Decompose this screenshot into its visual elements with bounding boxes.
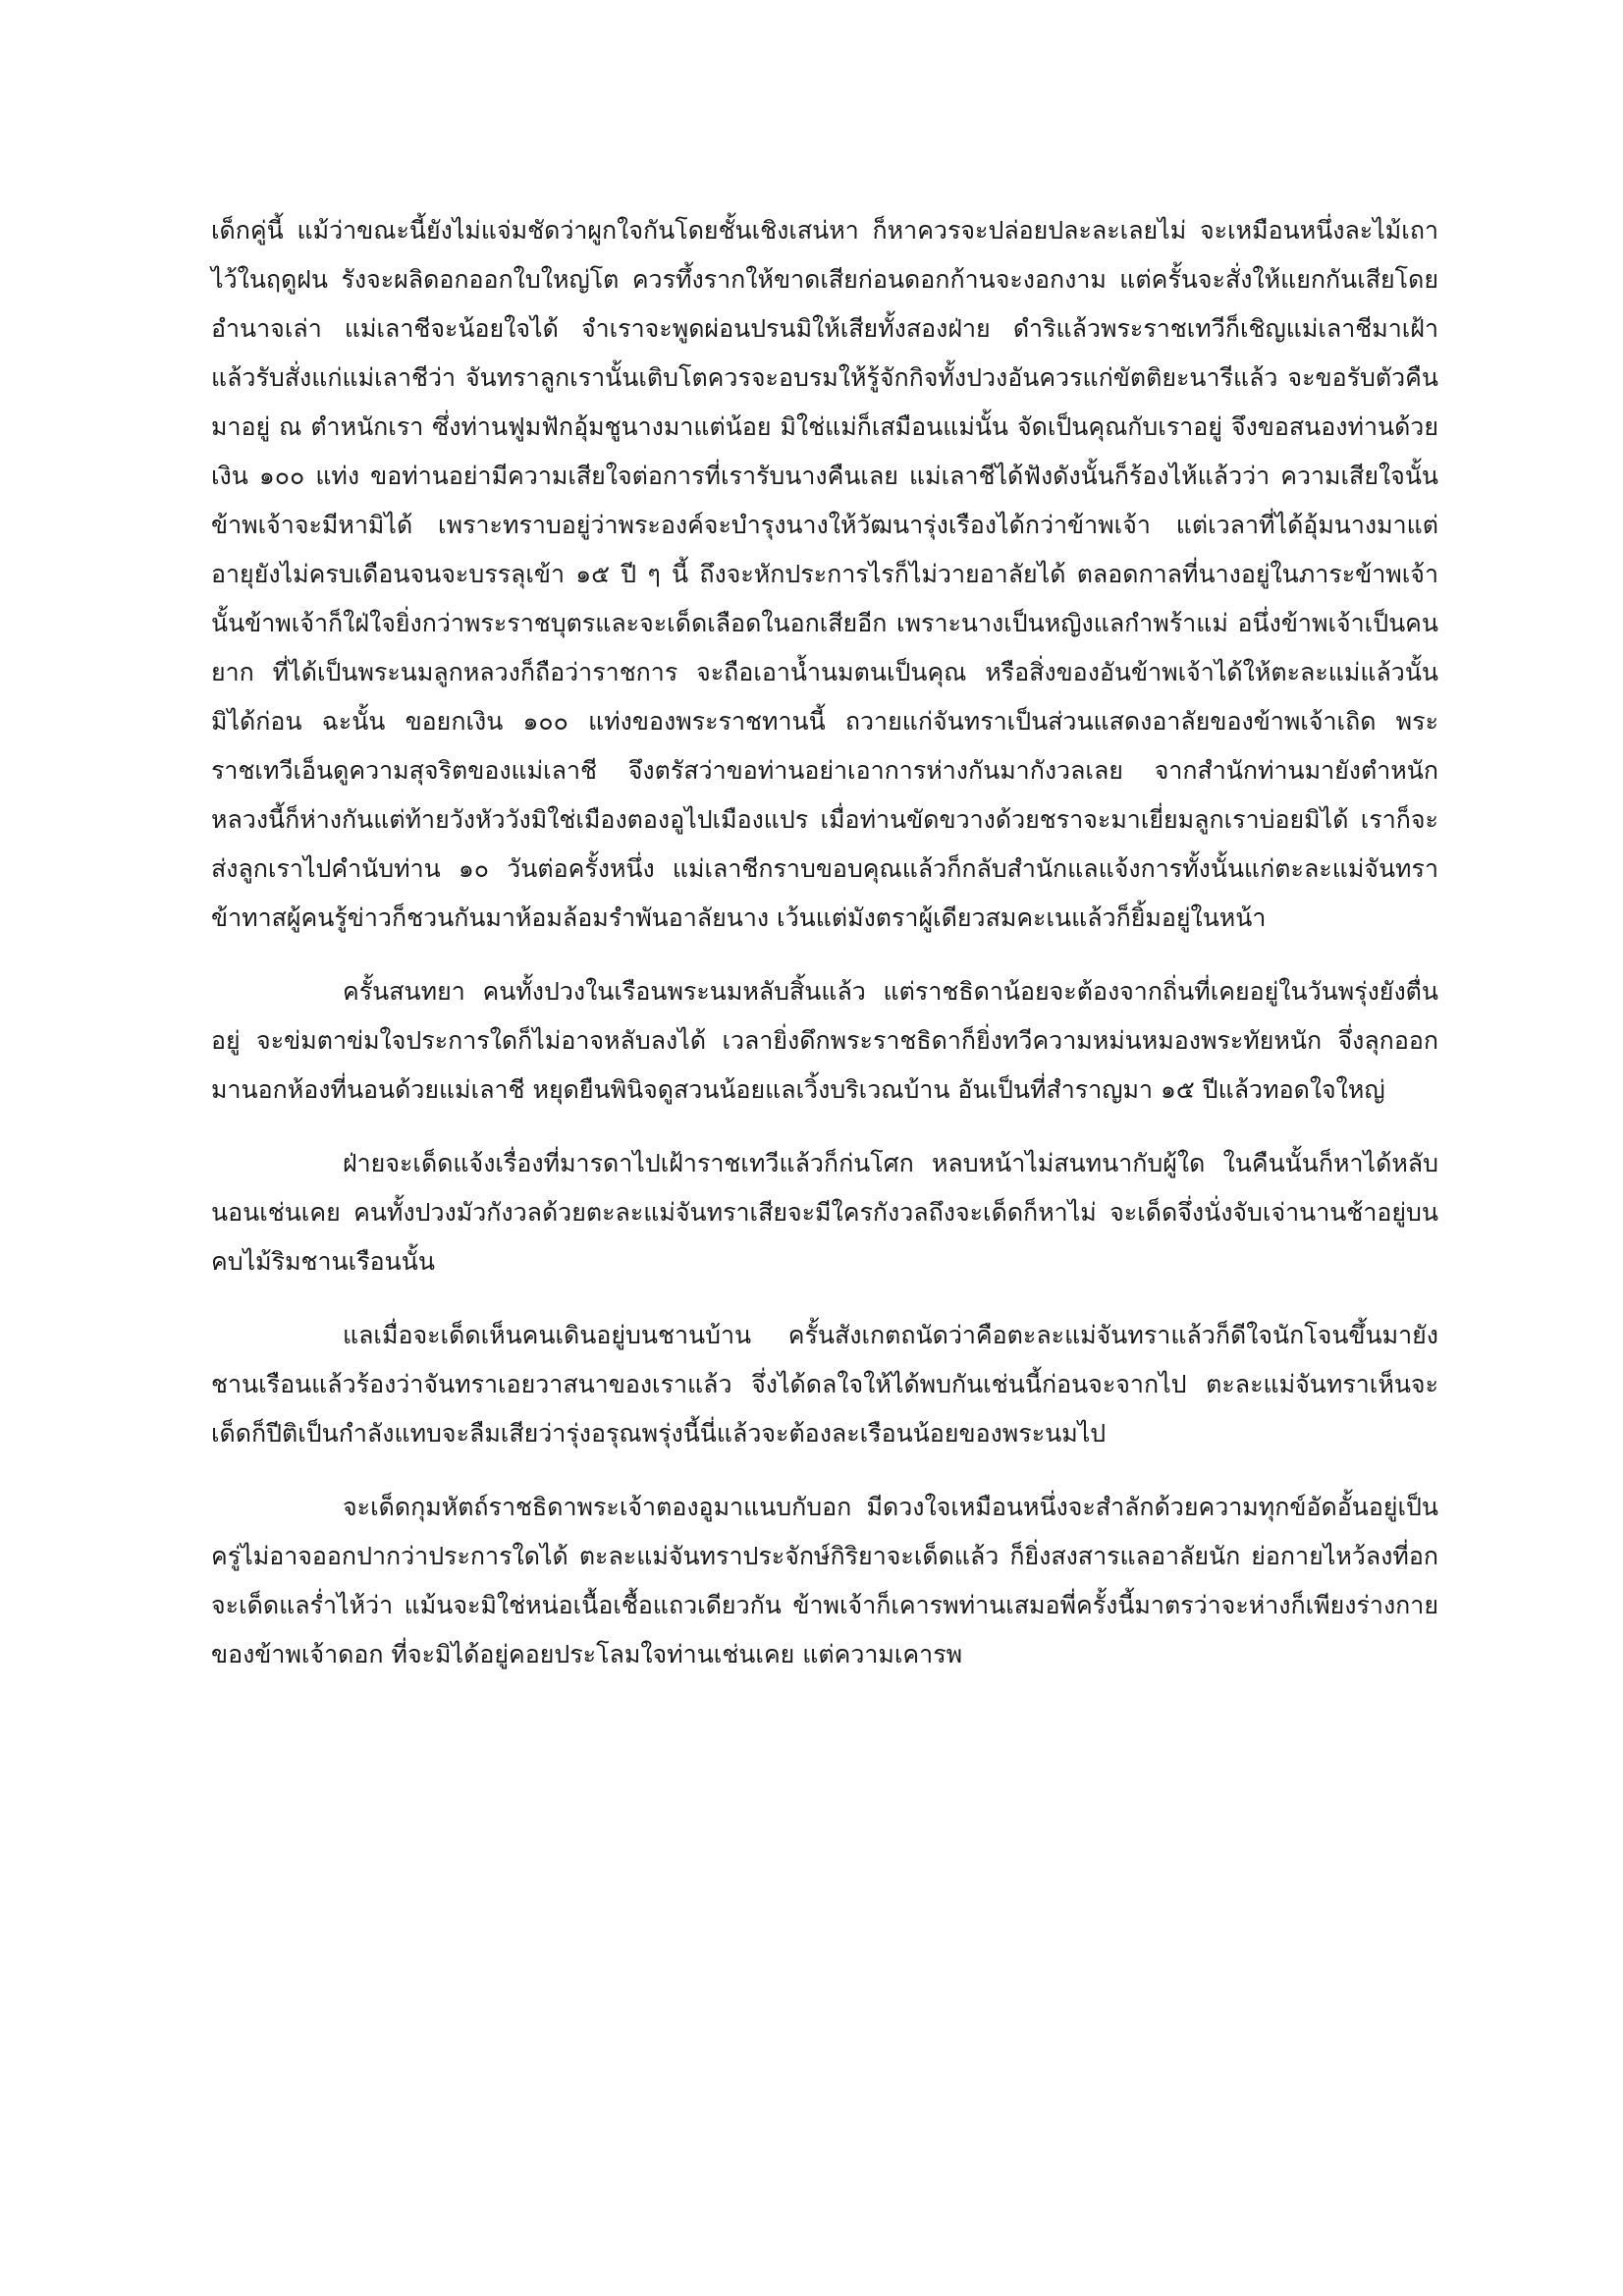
paragraph-5: จะเด็ดกุมหัตถ์ราชธิดาพระเจ้าตองอูมาแนบกับอก มีดวงใจเหมือนหนึ่งจะสำลักด้วยความทุกข์อัดอั้นอยู่เป็นครู่ไม่อาจออกปากว่าประการใดได้ ตะละแม่จันทราประจักษ์กิริยาจะเด็ดแล้ว ก็ยิ่งสงสารแลอาลัยนัก ย่อกายไหว้ลงที่อกจะเด็ดแลร่ำไห้ว่า แม้นจะมิใช่หน่อเนื้อเชื้อแถวเดียวกัน ข้าพเจ้าก็เคารพท่านเสมอพี่ครั้งนี้มาตรว่าจะห่างก็เพียงร่างกายของข้าพเจ้าดอก ที่จะมิได้อยู่คอยประโลมใจท่านเช่นเคย แต่ความเคารพ xyxy=(211,1493,1438,1668)
paragraph-4: แลเมื่อจะเด็ดเห็นคนเดินอยู่บนชานบ้าน ครั้นสังเกตถนัดว่าคือตะละแม่จันทราแล้วก็ดีใจนักโจนขึ้นมายังชานเรือนแล้วร้องว่าจันทราเอยวาสนาของเราแล้ว จึ่งได้ดลใจให้ได้พบกันเช่นนี้ก่อนจะจากไป ตะละแม่จันทราเห็นจะเด็ดก็ปีติเป็นกำลังแทบจะลืมเสียว่ารุ่งอรุณพรุ่งนี้นี่แล้วจะต้องละเรือนน้อยของพระนมไป xyxy=(211,1321,1438,1448)
document-body xyxy=(211,206,1438,1679)
paragraph-2: ครั้นสนทยา คนทั้งปวงในเรือนพระนมหลับสิ้นแล้ว แต่ราชธิดาน้อยจะต้องจากถิ่นที่เคยอยู่ในวันพรุ่งยังตื่นอยู่ จะข่มตาข่มใจประการใดก็ไม่อาจหลับลงได้ เวลายิ่งดึกพระราชธิดาก็ยิ่งทวีความหม่นหมองพระทัยหนัก จึ่งลุกออกมานอกห้องที่นอนด้วยแม่เลาชี หยุดยืนพินิจดูสวนน้อยแลเวิ้งบริเวณบ้าน อันเป็นที่สำราญมา ๑๕ ปีแล้วทอดใจใหญ่ xyxy=(211,977,1438,1104)
paragraph-1: เด็กคู่นี้ แม้ว่าขณะนี้ยังไม่แจ่มชัดว่าผูกใจกันโดยชั้นเชิงเสน่หา ก็หาควรจะปล่อยปละละเลยไม่ จะเหมือนหนึ่งละไม้เถาไว้ในฤดูฝน รังจะผลิดอกออกใบใหญ่โต ควรทึ้งรากให้ขาดเสียก่อนดอกก้านจะงอกงาม แต่ครั้นจะสั่งให้แยกกันเสียโดยอำนาจเล่า แม่เลาชีจะน้อยใจได้ จำเราจะพูดผ่อนปรนมิให้เสียทั้งสองฝ่าย ดำริแล้วพระราชเทวีก็เชิญแม่เลาชีมาเฝ้า แล้วรับสั่งแก่แม่เลาชีว่า จันทราลูกเรานั้นเติบโตควรจะอบรมให้รู้จักกิจทั้งปวงอันควรแก่ขัตติยะนารีแล้ว จะขอรับตัวคืนมาอยู่ ณ ตำหนักเรา ซึ่งท่านฟูมฟักอุ้มชูนางมาแต่น้อย มิใช่แม่ก็เสมือนแม่นั้น จัดเป็นคุณกับเราอยู่ จึงขอสนองท่านด้วยเงิน ๑๐๐ แท่ง ขอท่านอย่ามีความเสียใจต่อการที่เรารับนางคืนเลย แม่เลาชีได้ฟังดังนั้นก็ร้องไห้แล้วว่า ความเสียใจนั้นข้าพเจ้าจะมีหามิได้ เพราะทราบอยู่ว่าพระองค์จะบำรุงนางให้วัฒนารุ่งเรืองได้กว่าข้าพเจ้า แต่เวลาที่ได้อุ้มนางมาแต่อายุยังไม่ครบเดือนจนจะบรรลุเข้า ๑๕ ปี ๆ นี้ ถึงจะหักประการไรก็ไม่วายอาลัยได้ ตลอดกาลที่นางอยู่ในภาระข้าพเจ้านั้นข้าพเจ้าก็ใฝ่ใจยิ่งกว่าพระราชบุตรและจะเด็ดเลือดในอกเสียอีก เพราะนางเป็นหญิงแลกำพร้าแม่ อนึ่งข้าพเจ้าเป็นคนยาก ที่ได้เป็นพระนมลูกหลวงก็ถือว่าราชการ จะถือเอาน้ำนมตนเป็นคุณ หรือสิ่งของอันข้าพเจ้าได้ให้ตะละแม่แล้วนั้นมิได้ก่อน ฉะนั้น ขอยกเงิน ๑๐๐ แท่งของพระราชทานนี้ ถวายแก่จันทราเป็นส่วนแสดงอาลัยของข้าพเจ้าเถิด พระราชเทวีเอ็นดูความสุจริตของแม่เลาชี จึงตรัสว่าขอท่านอย่าเอาการห่างกันมากังวลเลย จากสำนักท่านมายังตำหนักหลวงนี้ก็ห่างกันแต่ท้ายวังหัววังมิใช่เมืองตองอูไปเมืองแปร เมื่อท่านขัดขวางด้วยชราจะมาเยี่ยมลูกเราบ่อยมิได้ เราก็จะส่งลูกเราไปคำนับท่าน ๑๐ วันต่อครั้งหนึ่ง แม่เลาชีกราบขอบคุณแล้วก็กลับสำนักแลแจ้งการทั้งนั้นแก่ตะละแม่จันทรา ข้าทาสผู้คนรู้ข่าวก็ชวนกันมาห้อมล้อมรำพันอาลัยนาง เว้นแต่มังตราผู้เดียวสมคะเนแล้วก็ยิ้มอยู่ในหน้า xyxy=(211,216,1438,932)
paragraph-3: ฝ่ายจะเด็ดแจ้งเรื่องที่มารดาไปเฝ้าราชเทวีแล้วก็ก่นโศก หลบหน้าไม่สนทนากับผู้ใด ในคืนนั้นก็หาได้หลับนอนเช่นเคย คนทั้งปวงมัวกังวลด้วยตะละแม่จันทราเสียจะมีใครกังวลถึงจะเด็ดก็หาไม่ จะเด็ดจึ่งนั่งจับเจ่านานช้าอยู่บนคบไม้ริมชานเรือนนั้น xyxy=(211,1149,1438,1276)
